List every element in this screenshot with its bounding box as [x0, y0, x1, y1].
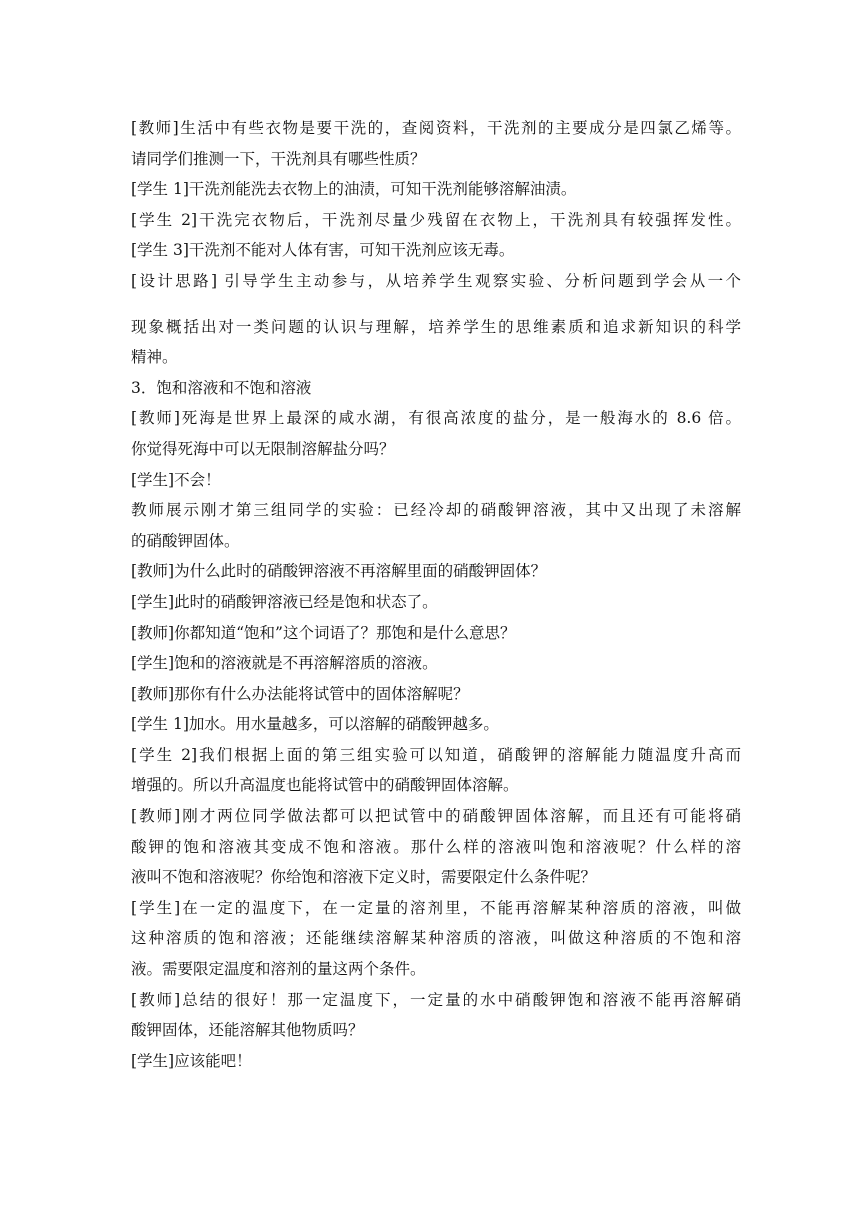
text-line: 增强的。所以升高温度也能将试管中的硝酸钾固体溶解。	[131, 776, 519, 795]
text-line: [学生 1]干洗剂能洗去衣物上的油渍，可知干洗剂能够溶解油渍。	[131, 180, 577, 199]
text-line: [学生]饱和的溶液就是不再溶解溶质的溶液。	[131, 654, 438, 673]
text-line: 教师展示刚才第三组同学的实验：已经冷却的硝酸钾溶液，其中又出现了未溶解	[131, 501, 741, 520]
document-body	[131, 113, 741, 1076]
text-line: [教师]生活中有些衣物是要干洗的，查阅资料，干洗剂的主要成分是四氯乙烯等。	[131, 119, 741, 137]
text-line: 酸钾固体，还能溶解其他物质吗？	[131, 1021, 364, 1040]
text-line: [学生 2]我们根据上面的第三组实验可以知道，硝酸钾的溶解能力随温度升高而	[131, 745, 741, 764]
text-line: 精神。	[131, 348, 178, 367]
text-line: [学生 3]干洗剂不能对人体有害，可知干洗剂应该无毒。	[131, 241, 515, 260]
text-line: [教师]为什么此时的硝酸钾溶液不再溶解里面的硝酸钾固体？	[131, 562, 547, 581]
text-line: 酸钾的饱和溶液其变成不饱和溶液。那什么样的溶液叫饱和溶液呢？什么样的溶	[131, 837, 741, 856]
text-line: 液。需要限定温度和溶剂的量这两个条件。	[131, 960, 426, 979]
text-line: [学生]在一定的温度下，在一定量的溶剂里，不能再溶解某种溶质的溶液，叫做	[131, 898, 741, 917]
text-line: [教师]死海是世界上最深的咸水湖，有很高浓度的盐分，是一般海水的 8.6 倍。	[131, 409, 741, 428]
text-line: 液叫不饱和溶液呢？你给饱和溶液下定义时，需要限定什么条件呢？	[131, 868, 597, 887]
text-line: 这种溶质的饱和溶液；还能继续溶解某种溶质的溶液，叫做这种溶质的不饱和溶	[131, 929, 741, 948]
text-line: [教师]那你有什么办法能将试管中的固体溶解呢？	[131, 684, 469, 703]
text-line: [教师]总结的很好！那一定温度下，一定量的水中硝酸钾饱和溶液不能再溶解硝	[131, 990, 741, 1009]
text-line: 的硝酸钾固体。	[131, 531, 240, 550]
text-line: [学生 1]加水。用水量越多，可以溶解的硝酸钾越多。	[131, 715, 499, 734]
text-line: [学生]应该能吧！	[131, 1051, 252, 1070]
text-line: [设计思路] 引导学生主动参与，从培养学生观察实验、分析问题到学会从一个	[131, 271, 741, 290]
text-line: [教师]刚才两位同学做法都可以把试管中的硝酸钾固体溶解，而且还有可能将硝	[131, 807, 741, 826]
text-line: 现象概括出对一类问题的认识与理解，培养学生的思维素质和追求新知识的科学	[131, 317, 741, 336]
text-line: [学生]不会！	[131, 470, 221, 489]
text-line: 请同学们推测一下，干洗剂具有哪些性质？	[131, 149, 426, 168]
text-line: 你觉得死海中可以无限制溶解盐分吗？	[131, 439, 395, 458]
section-heading: 3．饱和溶液和不饱和溶液	[131, 378, 312, 397]
text-line: [教师]你都知道“饱和”这个词语了？那饱和是什么意思？	[131, 623, 516, 642]
text-line: [学生]此时的硝酸钾溶液已经是饱和状态了。	[131, 592, 438, 611]
text-line: [学生 2]干洗完衣物后，干洗剂尽量少残留在衣物上，干洗剂具有较强挥发性。	[131, 210, 741, 229]
paragraph-gap	[131, 297, 741, 312]
